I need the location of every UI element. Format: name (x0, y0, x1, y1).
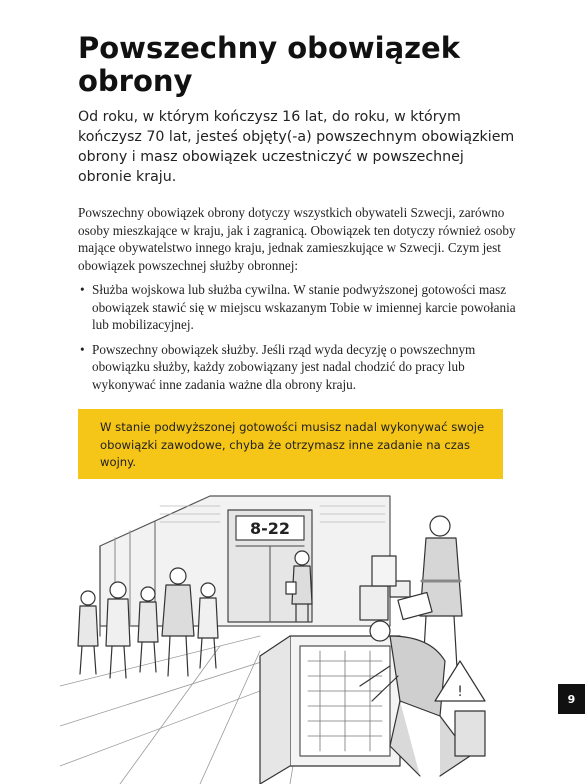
station-scene-illustration (60, 486, 515, 784)
svg-text:!: ! (457, 684, 463, 700)
page-number: 9 (567, 692, 576, 706)
lead-paragraph: Od roku, w którym kończysz 16 lat, do roku, w którym kończysz 70 lat, jesteś objęty(-a) powszechnym obowiązkiem obrony i masz obowiązek uczestniczyć w powszechnej obronie kraju. (78, 109, 515, 185)
bullet-text: Powszechny obowiązek służby. Jeśli rząd wyda decyzję o powszechnym obowiązku służby, każdy zobowiązany jest nadal chodzić do pracy lub wykonywać inne zadania ważne dla obrony kraju. (92, 341, 476, 392)
sign-text: 8-22 (249, 519, 291, 538)
bullet-list (78, 281, 518, 401)
bullet-item (78, 281, 518, 334)
bullet-dot-icon: • (80, 341, 85, 357)
electrical-cabinet (260, 636, 400, 784)
bullet-text: Służba wojskowa lub służba cywilna. W stanie podwyższonej gotowości masz obowiązek stawić się w miejscu wskazanym Tobie w imiennej karcie powołania lub mobilizacyjnej. (92, 282, 516, 333)
body-paragraph: Powszechny obowiązek obrony dotyczy wszystkich obywateli Szwecji, zarówno osoby mieszkające w kraju, jak i zagranicą. Obowiązek ten dotyczy również osoby mające obywatelstwo innego kraju, jednak zamieszkujące w Szwecji. Czym jest obowiązek powszechnej służby obronnej: (78, 205, 516, 273)
bullet-item (78, 341, 518, 394)
page-number-tab (558, 684, 585, 714)
callout-text: W stanie podwyższonej gotowości musisz nadal wykonywać swoje obowiązki zawodowe, chyba że otrzymasz inne zadanie na czas wojny. (100, 420, 485, 469)
page-title: Powszechny obowiązek obrony (78, 31, 460, 98)
callout-box (78, 409, 503, 479)
bullet-dot-icon: • (80, 282, 85, 297)
